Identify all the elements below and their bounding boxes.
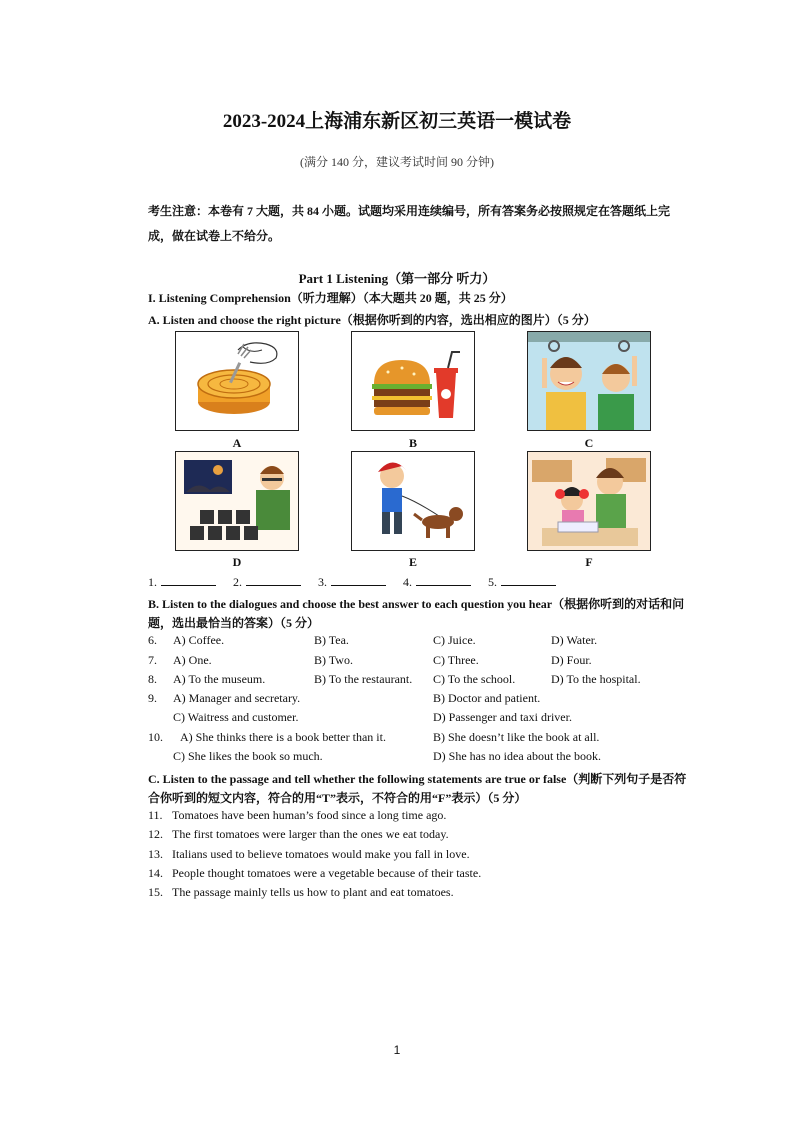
statement-row: 14. People thought tomatoes were a vegetable because of their taste. <box>148 866 482 880</box>
question-row: C) Waitress and customer. D) Passenger and taxi driver. <box>173 710 572 724</box>
question-row: C) She likes the book so much. D) She has no idea about the book. <box>173 749 601 763</box>
picture-b-label: B <box>408 436 417 450</box>
cooking-together-icon <box>528 452 650 550</box>
picture-b <box>351 331 475 431</box>
answer-blank-5[interactable]: 5. <box>488 574 556 590</box>
statement-row: 12. The first tomatoes were larger than the ones we eat today. <box>148 827 449 841</box>
question-row: 7. A) One. B) Two. C) Three. D) Four. <box>148 653 592 667</box>
answer-blank-1[interactable]: 1. <box>148 574 216 590</box>
picture-e <box>351 451 475 551</box>
picture-a <box>175 331 299 431</box>
statement-row: 11. Tomatoes have been human’s food since a long time ago. <box>148 808 447 822</box>
answer-blank-2[interactable]: 2. <box>233 574 301 590</box>
picture-e-label: E <box>408 555 417 569</box>
presentation-audience-icon <box>176 452 298 550</box>
picture-d-label: D <box>232 555 242 569</box>
picture-c <box>527 331 651 431</box>
section-b-heading: B. Listen to the dialogues and choose the best answer to each question you hear（根据你听到的对话和问题，选出最恰当的答案）（5 分） <box>148 597 685 630</box>
section-a-heading: A. Listen and choose the right picture（根据你听到的内容，选出相应的图片）（5 分） <box>148 313 596 327</box>
statement-row: 13. Italians used to believe tomatoes would make you fall in love. <box>148 847 470 861</box>
page-subtitle: (满分 140 分，建议考试时间 90 分钟) <box>300 155 494 169</box>
answer-blank-4[interactable]: 4. <box>403 574 471 590</box>
answer-blanks <box>148 574 570 590</box>
question-row: 9. A) Manager and secretary. B) Doctor and patient. <box>148 691 541 705</box>
question-row: 8. A) To the museum. B) To the restaurant. C) To the school. D) To the hospital. <box>148 672 641 686</box>
burger-drink-icon <box>352 332 474 430</box>
picture-f-label: F <box>585 555 593 569</box>
mooncake-icon <box>176 332 298 430</box>
section-c-heading: C. Listen to the passage and tell whether the following statements are true or false（判断下列句子是否符合你听到的短文内容，符合的用“T”表示，不符合的用“F”表示）（5 分） <box>148 772 687 805</box>
question-row: 6. A) Coffee. B) Tea. C) Juice. D) Water. <box>148 633 598 647</box>
picture-d <box>175 451 299 551</box>
answer-blank-3[interactable]: 3. <box>318 574 386 590</box>
question-row: 10. A) She thinks there is a book better than it. B) She doesn’t like the book at all. <box>148 730 600 744</box>
page-number: 1 <box>393 1043 401 1057</box>
part1-title: Part 1 Listening（第一部分 听力） <box>298 271 496 286</box>
page-title: 2023-2024上海浦东新区初三英语一模试卷 <box>222 111 572 132</box>
picture-c-label: C <box>584 436 594 450</box>
exam-notice: 考生注意：本卷有 7 大题，共 84 小题。试题均采用连续编号，所有答案务必按照规定在答题纸上完成，做在试卷上不给分。 <box>148 204 671 243</box>
section-i-heading: I. Listening Comprehension（听力理解）（本大题共 20 题，共 25 分） <box>148 291 513 305</box>
statement-row: 15. The passage mainly tells us how to plant and eat tomatoes. <box>148 885 454 899</box>
picture-f <box>527 451 651 551</box>
picture-a-label: A <box>232 436 242 450</box>
boy-walking-dog-icon <box>352 452 474 550</box>
subway-passengers-icon <box>528 332 650 430</box>
